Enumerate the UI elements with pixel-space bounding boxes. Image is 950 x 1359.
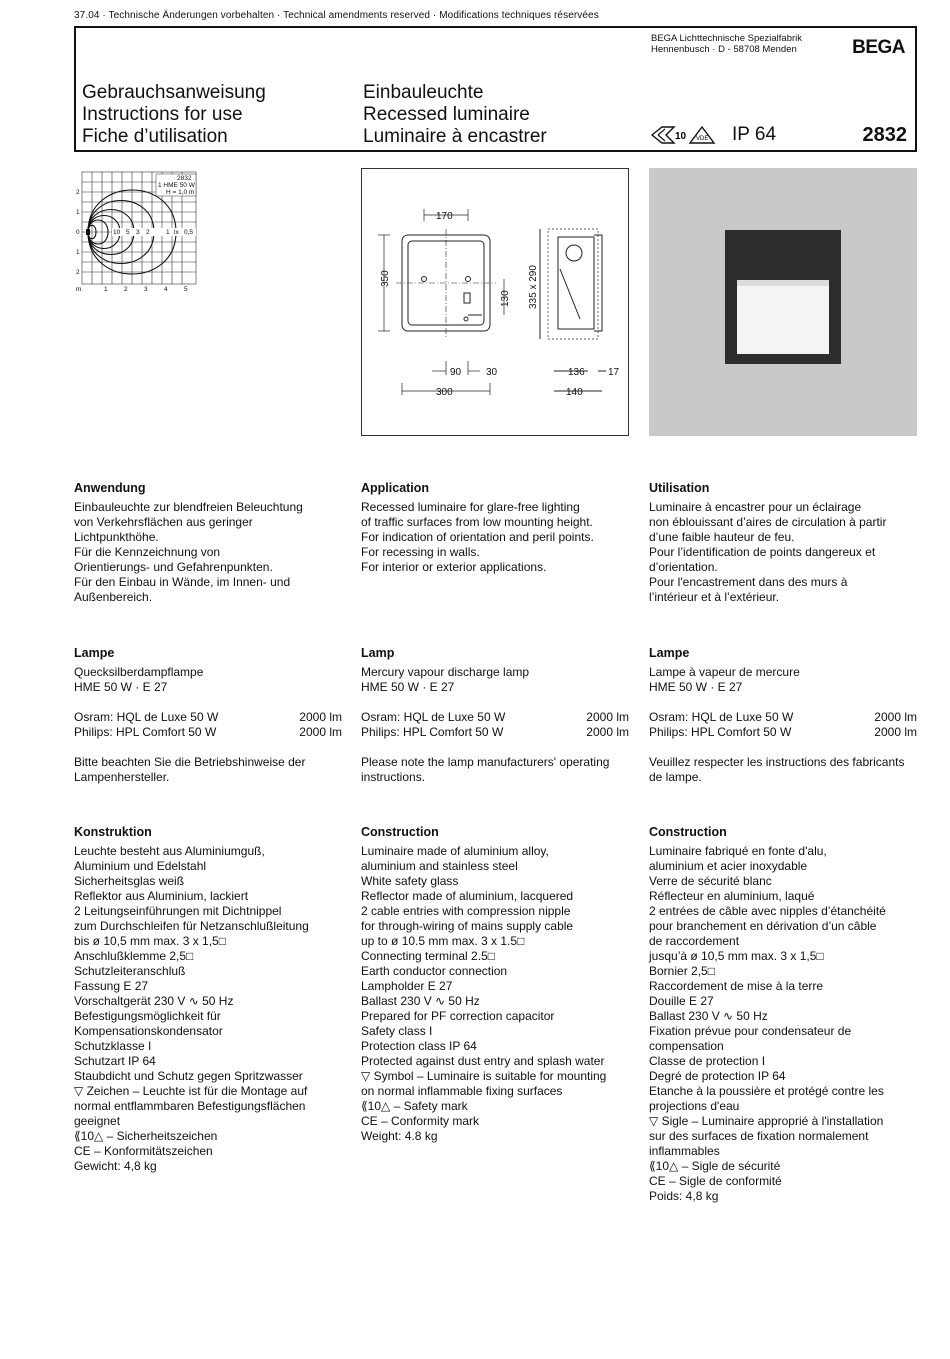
- x-axis-unit: m: [76, 286, 82, 292]
- text-line: bis ø 10,5 mm max. 3 x 1,5□: [74, 934, 226, 948]
- text-line: Mercury vapour discharge lamp: [361, 665, 530, 679]
- lamp-flux: 2000 lm: [299, 710, 342, 724]
- text-line: sur des surfaces de fixation normalement: [649, 1129, 869, 1143]
- text-line: Reflektor aus Aluminium, lackiert: [74, 889, 249, 903]
- section-heading: Anwendung: [74, 481, 146, 495]
- section-heading: Lampe: [74, 646, 115, 660]
- text-line: Sicherheitsglas weiß: [74, 874, 185, 888]
- text-line: Für die Kennzeichnung von: [74, 545, 221, 559]
- lamp-flux: 2000 lm: [874, 710, 917, 724]
- text-line: 2 Leitungseinführungen mit Dichtnippel: [74, 904, 282, 918]
- text-line: HME 50 W · E 27: [74, 680, 168, 694]
- lamp-row: [649, 725, 917, 740]
- dim-17: 17: [608, 367, 620, 378]
- vde-mark-text: VDE: [696, 136, 709, 142]
- text-line: d’orientation.: [649, 560, 718, 574]
- safety-marks: [650, 124, 720, 146]
- text-line: Réflecteur en aluminium, laqué: [649, 889, 815, 903]
- text-line: Protected against dust entry and splash water: [361, 1054, 605, 1068]
- text-line: Lampholder E 27: [361, 979, 453, 993]
- product-photo: [649, 168, 917, 436]
- text-line: Safety class I: [361, 1024, 433, 1038]
- text-line: For indication of orientation and peril points.: [361, 530, 594, 544]
- text-line: Quecksilberdampflampe: [74, 665, 204, 679]
- text-line: Bitte beachten Sie die Betriebshinweise der: [74, 755, 306, 769]
- text-line: Verre de sécurité blanc: [649, 874, 772, 888]
- text-line: inflammables: [649, 1144, 720, 1158]
- lux-label: 3: [136, 229, 140, 236]
- lux-label: 10: [113, 229, 121, 236]
- text-line: Prepared for PF correction capacitor: [361, 1009, 555, 1023]
- text-line: Etanche à la poussière et protégé contre les: [649, 1084, 884, 1098]
- application-en: [361, 481, 629, 575]
- product-title-de: Einbauleuchte: [363, 82, 484, 103]
- ip-rating: IP 64: [732, 124, 777, 145]
- text-line: CE – Konformitätszeichen: [74, 1144, 213, 1158]
- lamp-name: Osram: HQL de Luxe 50 W: [361, 710, 506, 724]
- text-line: Classe de protection I: [649, 1054, 766, 1068]
- doc-title-de: Gebrauchsanweisung: [82, 82, 266, 103]
- y-tick: 2: [76, 269, 80, 276]
- text-line: Protection class IP 64: [361, 1039, 477, 1053]
- lux-label: lx: [174, 229, 179, 236]
- text-line: For interior or exterior applications.: [361, 560, 547, 574]
- lamp-row: [74, 710, 342, 725]
- doc-title-en: Instructions for use: [82, 104, 243, 125]
- text-line: Außenbereich.: [74, 590, 153, 604]
- lamp-flux: 2000 lm: [586, 710, 629, 724]
- lamp-flux: 2000 lm: [874, 725, 917, 739]
- lamp-name: Osram: HQL de Luxe 50 W: [74, 710, 219, 724]
- company-line: Hennenbusch · D - 58708 Menden: [651, 44, 797, 55]
- section-heading: Lamp: [361, 646, 395, 660]
- y-tick: 1: [76, 209, 80, 216]
- text-line: Pour l’identification de points dangereux et: [649, 545, 876, 559]
- text-line: de lampe.: [649, 770, 702, 784]
- text-line: Reflector made of aluminium, lacquered: [361, 889, 574, 903]
- text-line: Leuchte besteht aus Aluminiumguß,: [74, 844, 265, 858]
- lamp-name: Philips: HPL Comfort 50 W: [74, 725, 217, 739]
- text-line: Kompensationskondensator: [74, 1024, 223, 1038]
- company-line: BEGA Lichttechnische Spezialfabrik: [651, 33, 803, 44]
- text-line: Degré de protection IP 64: [649, 1069, 786, 1083]
- text-line: Anschlußklemme 2,5□: [74, 949, 194, 963]
- lamp-row: [361, 725, 629, 740]
- text-line: Lampenhersteller.: [74, 770, 170, 784]
- y-tick: 1: [76, 249, 80, 256]
- text-line: l’intérieur et à l’extérieur.: [649, 590, 780, 604]
- text-line: 2 cable entries with compression nipple: [361, 904, 571, 918]
- dim-170: 170: [436, 211, 453, 222]
- text-line: projections d'eau: [649, 1099, 740, 1113]
- text-line: Fixation prévue pour condensateur de: [649, 1024, 852, 1038]
- lamp-row: [74, 725, 342, 740]
- chart-lamp: 1 HME 50 W: [158, 182, 195, 189]
- text-line: Schutzart IP 64: [74, 1054, 156, 1068]
- text-line: ▽ Sigle – Luminaire approprié à l'installation: [649, 1114, 884, 1128]
- text-line: compensation: [649, 1039, 724, 1053]
- lux-label: 1: [166, 229, 170, 236]
- x-tick: 1: [104, 286, 108, 292]
- product-titles: [363, 82, 547, 148]
- text-line: White safety glass: [361, 874, 459, 888]
- text-line: Gewicht: 4,8 kg: [74, 1159, 157, 1173]
- y-tick: 0: [76, 229, 80, 236]
- lamp-en: [361, 646, 629, 785]
- text-line: ▽ Zeichen – Leuchte ist für die Montage auf: [74, 1084, 308, 1098]
- text-line: CE – Sigle de conformité: [649, 1174, 782, 1188]
- lamp-fr: [649, 646, 917, 785]
- dim-300: 300: [436, 387, 453, 398]
- x-tick: 2: [124, 286, 128, 292]
- text-line: Weight: 4.8 kg: [361, 1129, 438, 1143]
- text-line: aluminium et acier inoxydable: [649, 859, 808, 873]
- text-line: Befestigungsmöglichkeit für: [74, 1009, 221, 1023]
- text-line: ▽ Symbol – Luminaire is suitable for mounting: [361, 1069, 607, 1083]
- text-line: HME 50 W · E 27: [649, 680, 743, 694]
- dimension-drawing: [362, 169, 628, 435]
- section-heading: Lampe: [649, 646, 690, 660]
- x-tick: 4: [164, 286, 168, 292]
- product-title-en: Recessed luminaire: [363, 104, 530, 125]
- text-line: Ballast 230 V ∿ 50 Hz: [361, 994, 480, 1008]
- lux-label: 0,5: [184, 229, 194, 236]
- product-title-fr: Luminaire à encastrer: [363, 126, 547, 147]
- text-line: Recessed luminaire for glare-free lighting: [361, 500, 580, 514]
- text-line: Connecting terminal 2.5□: [361, 949, 495, 963]
- text-line: For recessing in walls.: [361, 545, 480, 559]
- text-line: Bornier 2,5□: [649, 964, 715, 978]
- text-line: Einbauleuchte zur blendfreien Beleuchtung: [74, 500, 303, 514]
- construction-fr: [649, 825, 917, 1204]
- lamp-row: [361, 710, 629, 725]
- text-line: Orientierungs- und Gefahrenpunkten.: [74, 560, 273, 574]
- text-line: pour branchement en dérivation d’un câble: [649, 919, 877, 933]
- text-line: zum Durchschleifen für Netzanschlußleitung: [74, 919, 309, 933]
- text-line: Schutzleiteranschluß: [74, 964, 186, 978]
- dim-335x290: 335 x 290: [528, 265, 539, 309]
- text-line: von Verkehrsflächen aus geringer: [74, 515, 253, 529]
- x-tick: 3: [144, 286, 148, 292]
- text-line: instructions.: [361, 770, 426, 784]
- text-line: Staubdicht und Schutz gegen Spritzwasser: [74, 1069, 303, 1083]
- text-line: ⟪10△ – Safety mark: [361, 1099, 468, 1113]
- technical-drawing: [361, 168, 629, 436]
- text-line: Für den Einbau in Wände, im Innen- und: [74, 575, 291, 589]
- dim-140: 140: [566, 387, 583, 398]
- text-line: Schutzklasse I: [74, 1039, 152, 1053]
- text-line: d’une faible hauteur de feu.: [649, 530, 795, 544]
- x-tick: 5: [184, 286, 188, 292]
- text-line: Aluminium und Edelstahl: [74, 859, 207, 873]
- text-line: Lampe à vapeur de mercure: [649, 665, 800, 679]
- dim-90: 90: [450, 367, 462, 378]
- model-number: 2832: [862, 124, 907, 146]
- text-line: on normal inflammable fixing surfaces: [361, 1084, 563, 1098]
- text-line: normal entflammbaren Befestigungsflächen: [74, 1099, 306, 1113]
- section-heading: Utilisation: [649, 481, 710, 495]
- text-line: of traffic surfaces from low mounting height.: [361, 515, 593, 529]
- construction-en: [361, 825, 629, 1144]
- chart-model: 2832: [177, 175, 192, 182]
- lamp-name: Philips: HPL Comfort 50 W: [361, 725, 504, 739]
- text-line: ⟪10△ – Sicherheitszeichen: [74, 1129, 218, 1143]
- section-heading: Application: [361, 481, 430, 495]
- text-line: Please note the lamp manufacturers' operating: [361, 755, 610, 769]
- text-line: Poids: 4,8 kg: [649, 1189, 719, 1203]
- safety-mark-icon: [652, 127, 674, 143]
- lamp-flux: 2000 lm: [586, 725, 629, 739]
- text-line: geeignet: [74, 1114, 121, 1128]
- company-address: [651, 33, 802, 55]
- document-titles: [82, 82, 266, 148]
- text-line: Fassung E 27: [74, 979, 149, 993]
- text-line: Douille E 27: [649, 994, 714, 1008]
- text-line: aluminium and stainless steel: [361, 859, 518, 873]
- lamp-de: [74, 646, 342, 785]
- dim-130: 130: [500, 290, 511, 307]
- luminaire-glass: [737, 280, 829, 354]
- application-de: [74, 481, 342, 605]
- text-line: CE – Conformity mark: [361, 1114, 480, 1128]
- header-box: [74, 26, 917, 152]
- top-notice: 37.04 · Technische Änderungen vorbehalten · Technical amendments reserved · Modifications techniques réservées: [74, 10, 599, 21]
- dim-136: 136: [568, 367, 585, 378]
- y-tick: 2: [76, 189, 80, 196]
- dim-30: 30: [486, 367, 498, 378]
- application-fr: [649, 481, 917, 605]
- text-line: for through-wiring of mains supply cable: [361, 919, 574, 933]
- construction-de: [74, 825, 342, 1174]
- section-heading: Construction: [649, 825, 727, 839]
- text-line: Luminaire fabriqué en fonte d'alu,: [649, 844, 827, 858]
- text-line: non éblouissant d’aires de circulation à partir: [649, 515, 887, 529]
- lamp-row: [649, 710, 917, 725]
- text-line: Ballast 230 V ∿ 50 Hz: [649, 1009, 768, 1023]
- lamp-flux: 2000 lm: [299, 725, 342, 739]
- chart-height: H = 1,0 m: [166, 189, 195, 196]
- text-line: Raccordement de mise à la terre: [649, 979, 824, 993]
- text-line: Luminaire made of aluminium alloy,: [361, 844, 549, 858]
- brand-logo: BEGA: [852, 37, 905, 58]
- doc-title-fr: Fiche d’utilisation: [82, 126, 228, 147]
- section-heading: Construction: [361, 825, 439, 839]
- lamp-name: Osram: HQL de Luxe 50 W: [649, 710, 794, 724]
- dim-350: 350: [380, 270, 391, 287]
- lux-label: 5: [126, 229, 130, 236]
- text-line: Pour l'encastrement dans des murs à: [649, 575, 848, 589]
- safety-mark-number: 10: [675, 131, 687, 142]
- text-line: 2 entrées de câble avec nipples d’étanchéité: [649, 904, 886, 918]
- text-line: Earth conductor connection: [361, 964, 508, 978]
- lux-label: 2: [146, 229, 150, 236]
- light-distribution-chart: [74, 168, 198, 292]
- text-line: de raccordement: [649, 934, 740, 948]
- text-line: Lichtpunkthöhe.: [74, 530, 159, 544]
- luminaire-marker: [86, 229, 90, 235]
- text-line: jusqu’à ø 10,5 mm max. 3 x 1,5□: [649, 949, 824, 963]
- text-line: Vorschaltgerät 230 V ∿ 50 Hz: [74, 994, 234, 1008]
- luminaire-image: [649, 168, 917, 436]
- text-line: HME 50 W · E 27: [361, 680, 455, 694]
- lamp-name: Philips: HPL Comfort 50 W: [649, 725, 792, 739]
- text-line: up to ø 10.5 mm max. 3 x 1.5□: [361, 934, 525, 948]
- front-view: [396, 229, 496, 337]
- text-line: Veuillez respecter les instructions des fabricants: [649, 755, 905, 769]
- text-line: Luminaire à encastrer pour un éclairage: [649, 500, 862, 514]
- section-heading: Konstruktion: [74, 825, 152, 839]
- text-line: ⟪10△ – Sigle de sécurité: [649, 1159, 781, 1173]
